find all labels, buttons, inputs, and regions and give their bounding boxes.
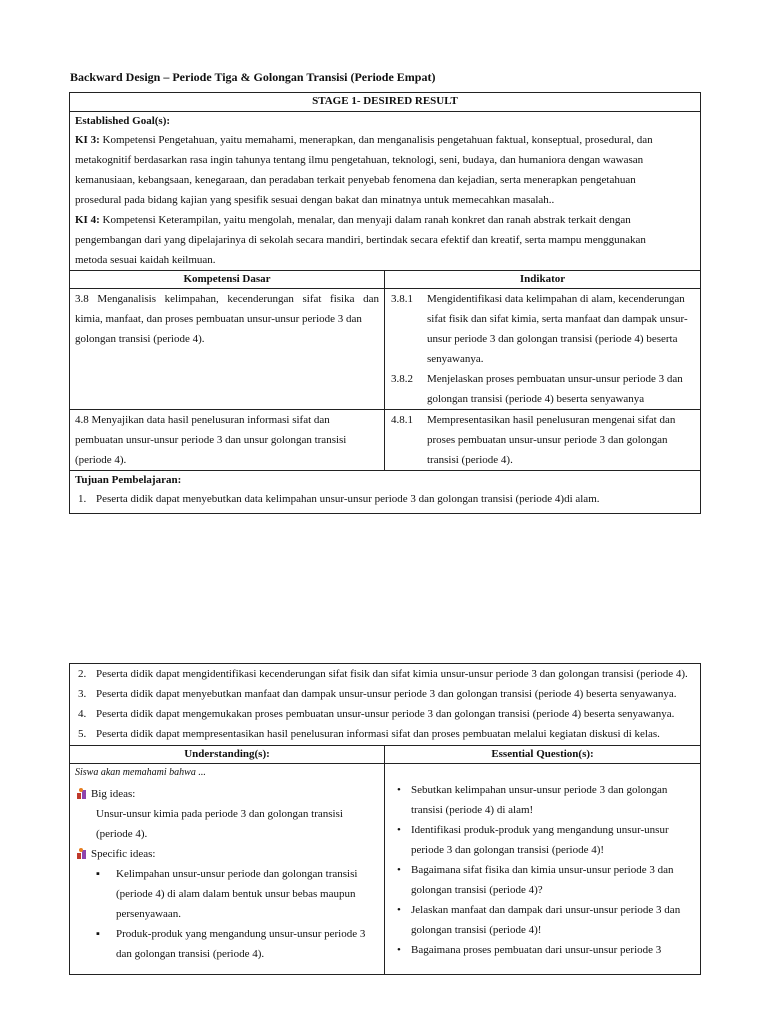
ki4-line-2: metoda sesuai kaidah keilmuan.: [75, 254, 216, 266]
indicator-code: 4.8.1: [391, 414, 413, 426]
question-text: Bagaimana proses pembuatan dari unsur-unsur periode 3: [411, 944, 662, 956]
understanding-row: [70, 764, 701, 975]
tujuan-item: [70, 664, 700, 684]
question-item: [385, 900, 700, 940]
specific-idea-text: Kelimpahan unsur-unsur periode dan golongan transisi (periode 4) di alam dalam bentuk unsur bebas maupun persenyawaan.: [116, 868, 358, 920]
kd2-cell: [70, 410, 385, 471]
tujuan-cell: [70, 471, 701, 514]
kd1-line-2: golongan transisi (periode 4).: [75, 333, 205, 345]
tujuan-text: Peserta didik dapat mempresentasikan hasil penelusuran informasi sifat dan proses pembuatan melalui kegiatan diskusi di kelas.: [96, 728, 660, 740]
kd2-line-2: (periode 4).: [75, 454, 127, 466]
indicator-code: 3.8.2: [391, 373, 413, 385]
tujuan-cont-row: [70, 664, 701, 746]
tujuan-num: 4.: [78, 708, 87, 720]
square-bullet-icon: ▪: [96, 928, 100, 940]
big-ideas-text: Unsur-unsur kimia pada periode 3 dan golongan transisi (periode 4).: [96, 808, 343, 840]
specific-idea: [70, 864, 384, 924]
indicator-item: [385, 369, 700, 409]
tujuan-num: 1.: [78, 493, 87, 505]
big-ideas-item: [70, 784, 384, 804]
question-item: [385, 940, 700, 960]
tujuan-text: Peserta didik dapat mengemukakan proses pembuatan unsur-unsur periode 3 dan golongan transisi (periode 4) beserta senyawanya.: [96, 708, 675, 720]
question-text: Identifikasi produk-produk yang mengandung unsur-unsur periode 3 dan golongan transisi (periode 4)!: [411, 824, 669, 856]
people-icon: [76, 848, 88, 860]
stage1-table: [69, 92, 701, 514]
big-ideas-label: Big ideas:: [91, 788, 136, 800]
kd-header-row: [70, 271, 701, 289]
specific-ideas-item: [70, 844, 384, 864]
tujuan-num: 2.: [78, 668, 87, 680]
kd2-line-0: 4.8 Menyajikan data hasil penelusuran informasi sifat dan: [75, 414, 330, 426]
indicator-text: Mengidentifikasi data kelimpahan di alam, kecenderungan sifat fisik dan sifat kimia, serta manfaat dan dampak unsur-unsur periode 3 dan golongan transisi (periode 4) beserta senyawanya.: [427, 293, 688, 365]
question-item: [385, 820, 700, 860]
tujuan-item: [70, 489, 700, 509]
essential-questions-cell: [385, 764, 701, 975]
stage-header-row: [70, 93, 701, 112]
tujuan-item: [70, 704, 700, 724]
specific-idea-text: Produk-produk yang mengandung unsur-unsur periode 3 dan golongan transisi (periode 4).: [116, 928, 366, 960]
ki4-text-0: Kompetensi Keterampilan, yaitu mengolah, menalar, dan menyaji dalam ranah konkret dan ranah abstrak terkait dengan: [102, 214, 631, 226]
understanding-note: Siswa akan memahami bahwa ...: [75, 767, 206, 778]
ki3-line-3: prosedural pada bidang kajian yang spesifik sesuai dengan bakat dan minatnya untuk memecahkan masalah..: [75, 194, 555, 206]
square-bullet-icon: ▪: [96, 868, 100, 880]
indikator-header: Indikator: [385, 271, 701, 289]
specific-idea: [70, 924, 384, 964]
understanding-cell: [70, 764, 385, 975]
indicator-code: 3.8.1: [391, 293, 413, 305]
established-goals-cell: [70, 112, 701, 271]
tujuan-item: [70, 724, 700, 744]
question-text: Jelaskan manfaat dan dampak dari unsur-unsur periode 3 dan golongan transisi (periode 4)!: [411, 904, 681, 936]
question-item: [385, 860, 700, 900]
ki4-line-0: [70, 210, 700, 230]
tujuan-label: Tujuan Pembelajaran:: [75, 474, 182, 486]
goals-row: [70, 112, 701, 271]
stage1-continued-table: [69, 663, 701, 975]
ki3-text-0: Kompetensi Pengetahuan, yaitu memahami, menerapkan, dan menganalisis pengetahuan faktual, konseptual, prosedural, dan: [102, 134, 653, 146]
tujuan-num: 3.: [78, 688, 87, 700]
kd2-line-1: pembuatan unsur-unsur periode 3 dan unsur golongan transisi: [75, 434, 347, 446]
question-text: Bagaimana sifat fisika dan kimia unsur-unsur periode 3 dan golongan transisi (periode 4)?: [411, 864, 674, 896]
indicator-text: Menjelaskan proses pembuatan unsur-unsur periode 3 dan golongan transisi (periode 4) beserta senyawanya: [427, 373, 683, 405]
kd2-indicators-cell: [385, 410, 701, 471]
question-text: Sebutkan kelimpahan unsur-unsur periode 3 dan golongan transisi (periode 4) di alam!: [411, 784, 668, 816]
bullet-icon: •: [397, 864, 401, 876]
understanding-header-row: [70, 746, 701, 764]
ki4-label: KI 4:: [75, 214, 100, 226]
tujuan-text: Peserta didik dapat mengidentifikasi kecenderungan sifat fisik dan sifat kimia unsur-unsur periode 3 dan golongan transisi (periode 4).: [96, 668, 688, 680]
kd-header: Kompetensi Dasar: [70, 271, 385, 289]
kd2-row: [70, 410, 701, 471]
kd1-line-0: 3.8 Menganalisis kelimpahan, kecenderungan sifat fisika dan: [75, 293, 379, 305]
bullet-icon: •: [397, 824, 401, 836]
document-title: Backward Design – Periode Tiga & Golongan Transisi (Periode Empat): [70, 70, 436, 84]
tujuan-text: Peserta didik dapat menyebutkan manfaat dan dampak unsur-unsur periode 3 dan golongan transisi (periode 4) beserta senyawanya.: [96, 688, 677, 700]
tujuan-row: [70, 471, 701, 514]
people-icon: [76, 788, 88, 800]
bullet-icon: •: [397, 904, 401, 916]
goals-label: Established Goal(s):: [75, 115, 171, 127]
ki4-line-1: pengembangan dari yang dipelajarinya di sekolah secara mandiri, bertindak secara efektif dan kreatif, serta mampu menggunakan: [75, 234, 646, 246]
question-item: [385, 780, 700, 820]
kd1-line-1: kimia, manfaat, dan proses pembuatan unsur-unsur periode 3 dan: [75, 313, 362, 325]
kd1-row: [70, 289, 701, 410]
ki3-line-2: kemanusiaan, kebangsaan, kenegaraan, dan peradaban terkait penyebab fenomena dan kejadian, serta menerapkan pengetahuan: [75, 174, 636, 186]
ki3-line-0: [70, 130, 700, 150]
tujuan-item: [70, 684, 700, 704]
kd1-cell: [70, 289, 385, 410]
stage-header: STAGE 1- DESIRED RESULT: [70, 93, 701, 112]
essential-question-header: Essential Question(s):: [385, 746, 701, 764]
tujuan-cont-cell: [70, 664, 701, 746]
kd1-indicators-cell: [385, 289, 701, 410]
understanding-header: Understanding(s):: [70, 746, 385, 764]
specific-ideas-label: Specific ideas:: [91, 848, 156, 860]
bullet-icon: •: [397, 944, 401, 956]
ki3-label: KI 3:: [75, 134, 100, 146]
tujuan-text: Peserta didik dapat menyebutkan data kelimpahan unsur-unsur periode 3 dan golongan transisi (periode 4)di alam.: [96, 493, 600, 505]
tujuan-num: 5.: [78, 728, 87, 740]
bullet-icon: •: [397, 784, 401, 796]
indicator-item: [385, 289, 700, 369]
indicator-text: Mempresentasikan hasil penelusuran mengenai sifat dan proses pembuatan unsur-unsur periode 3 dan golongan transisi (periode 4).: [427, 414, 676, 466]
ki3-line-1: metakognitif berdasarkan rasa ingin tahunya tentang ilmu pengetahuan, teknologi, seni, budaya, dan humaniora dengan wawasan: [75, 154, 644, 166]
indicator-item: [385, 410, 700, 470]
